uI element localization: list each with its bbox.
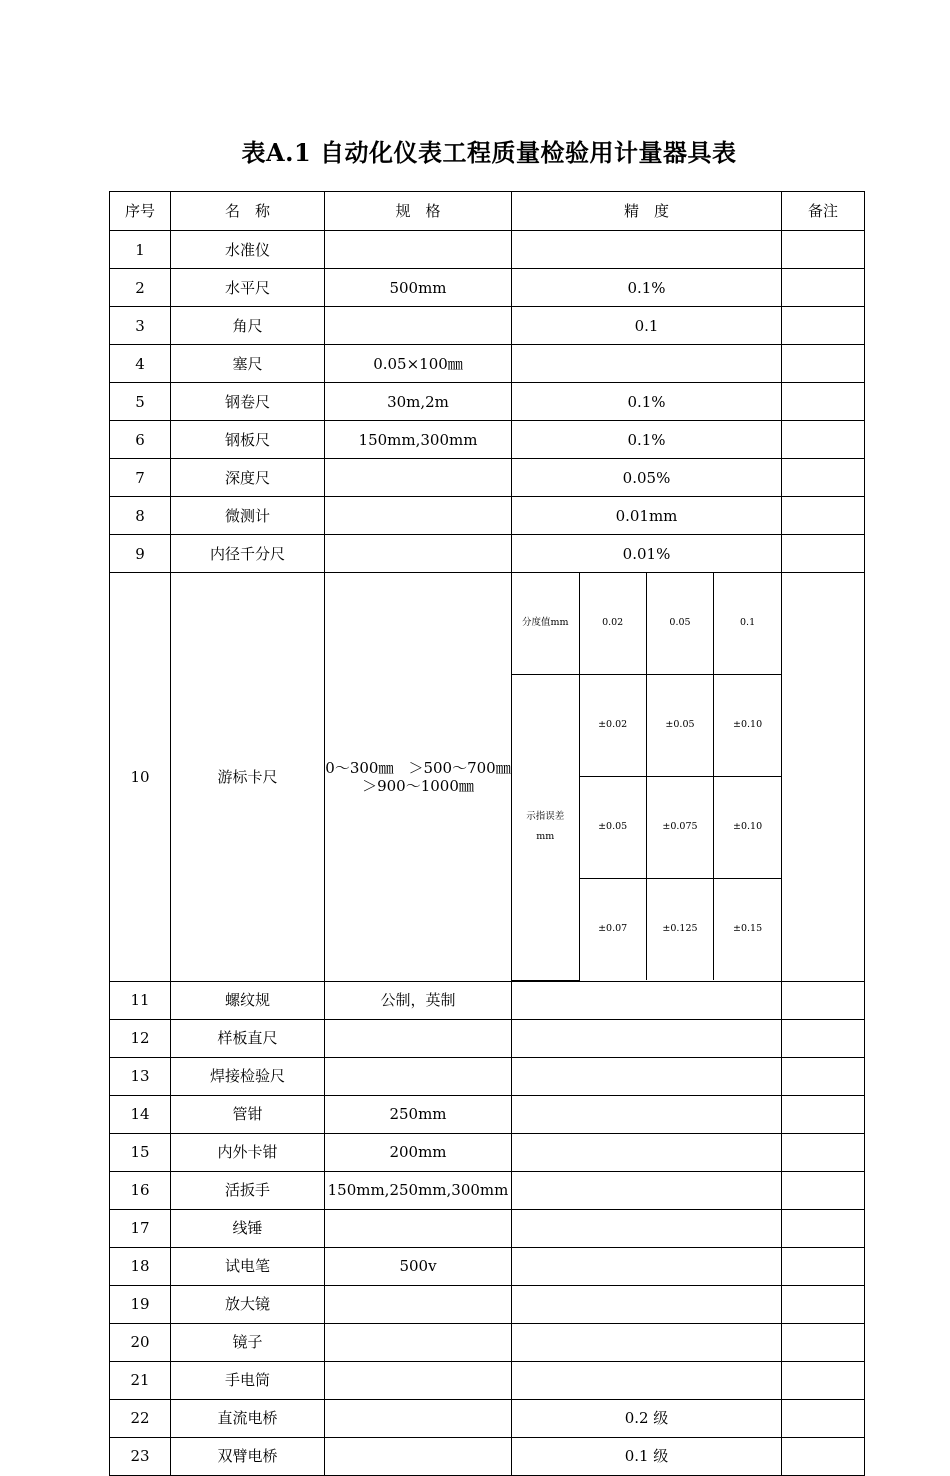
table-row-caliper (110, 573, 865, 982)
table-row (110, 1057, 865, 1095)
row-spec (325, 1323, 512, 1361)
row-precision: 0.01mm (512, 497, 782, 535)
row-spec: 公制，英制 (325, 981, 512, 1019)
spec-range-line-1: 0～300㎜ ＞500～700㎜ (325, 758, 511, 777)
row-seq: 8 (110, 497, 171, 535)
row-name: 钢板尺 (171, 421, 325, 459)
row-spec (325, 535, 512, 573)
row-spec: 200mm (325, 1133, 512, 1171)
table-row (110, 1247, 865, 1285)
row-spec (325, 459, 512, 497)
row-spec (325, 1399, 512, 1437)
row-precision (512, 1361, 782, 1399)
row-spec: 30m,2m (325, 383, 512, 421)
row-precision (512, 231, 782, 269)
table-row (110, 269, 865, 307)
row-seq: 2 (110, 269, 171, 307)
row-precision (512, 1133, 782, 1171)
row-precision: 0.1% (512, 421, 782, 459)
row-spec (325, 231, 512, 269)
row-spec: 500mm (325, 269, 512, 307)
row-seq: 5 (110, 383, 171, 421)
row-seq: 22 (110, 1399, 171, 1437)
row-remark (782, 1361, 865, 1399)
row-seq: 20 (110, 1323, 171, 1361)
division-value: 0.1 (714, 573, 781, 675)
table-row (110, 497, 865, 535)
row-remark (782, 345, 865, 383)
instrument-table (109, 191, 865, 1476)
row-seq: 18 (110, 1247, 171, 1285)
row-precision (512, 345, 782, 383)
table-row (110, 383, 865, 421)
table-row (110, 1095, 865, 1133)
table-row (110, 1209, 865, 1247)
row-seq: 6 (110, 421, 171, 459)
row-name: 水平尺 (171, 269, 325, 307)
row-seq: 7 (110, 459, 171, 497)
row-seq: 11 (110, 981, 171, 1019)
division-label: 分度值mm (512, 573, 579, 675)
row-precision (512, 573, 782, 982)
row-spec: 150mm,250mm,300mm (325, 1171, 512, 1209)
division-value: 0.05 (646, 573, 713, 675)
table-row (110, 1171, 865, 1209)
row-seq: 23 (110, 1437, 171, 1475)
row-name: 游标卡尺 (171, 573, 325, 982)
row-precision (512, 1095, 782, 1133)
table-row (110, 1019, 865, 1057)
row-remark (782, 497, 865, 535)
row-name: 放大镜 (171, 1285, 325, 1323)
error-value: ±0.15 (714, 879, 781, 981)
row-precision (512, 1285, 782, 1323)
table-row (110, 307, 865, 345)
row-seq: 17 (110, 1209, 171, 1247)
row-name: 双臂电桥 (171, 1437, 325, 1475)
row-seq: 9 (110, 535, 171, 573)
row-remark (782, 1285, 865, 1323)
row-precision: 0.2 级 (512, 1399, 782, 1437)
error-value: ±0.07 (579, 879, 646, 981)
row-seq: 3 (110, 307, 171, 345)
table-row (110, 421, 865, 459)
row-seq: 4 (110, 345, 171, 383)
row-remark (782, 383, 865, 421)
row-name: 直流电桥 (171, 1399, 325, 1437)
table-row (110, 981, 865, 1019)
row-remark (782, 1095, 865, 1133)
row-name: 钢卷尺 (171, 383, 325, 421)
row-seq: 15 (110, 1133, 171, 1171)
spec-range-line-2: ＞900～1000㎜ (362, 776, 474, 795)
error-value: ±0.02 (579, 675, 646, 777)
row-seq: 19 (110, 1285, 171, 1323)
row-precision: 0.1 (512, 307, 782, 345)
row-seq: 16 (110, 1171, 171, 1209)
row-name: 内径千分尺 (171, 535, 325, 573)
row-precision: 0.01% (512, 535, 782, 573)
table-row (110, 1323, 865, 1361)
row-spec: 0.05×100㎜ (325, 345, 512, 383)
error-value: ±0.10 (714, 675, 781, 777)
row-precision (512, 1209, 782, 1247)
row-precision: 0.05% (512, 459, 782, 497)
row-name: 线锤 (171, 1209, 325, 1247)
row-name: 塞尺 (171, 345, 325, 383)
row-seq: 13 (110, 1057, 171, 1095)
row-spec (325, 1437, 512, 1475)
row-spec (325, 1019, 512, 1057)
row-name: 螺纹规 (171, 981, 325, 1019)
row-spec (325, 573, 512, 982)
row-name: 试电笔 (171, 1247, 325, 1285)
row-spec (325, 307, 512, 345)
row-remark (782, 535, 865, 573)
row-remark (782, 231, 865, 269)
precision-subtable (512, 573, 781, 981)
error-label-line-1: 示指误差 (526, 810, 565, 822)
table-row (110, 231, 865, 269)
row-remark (782, 981, 865, 1019)
error-value: ±0.10 (714, 777, 781, 879)
row-precision (512, 981, 782, 1019)
error-value: ±0.05 (579, 777, 646, 879)
row-remark (782, 1133, 865, 1171)
row-precision (512, 1019, 782, 1057)
row-spec (325, 1057, 512, 1095)
header-row (110, 192, 865, 231)
row-precision: 0.1 级 (512, 1437, 782, 1475)
row-remark (782, 573, 865, 982)
row-precision: 0.1% (512, 383, 782, 421)
table-row (110, 535, 865, 573)
row-remark (782, 1399, 865, 1437)
row-name: 焊接检验尺 (171, 1057, 325, 1095)
row-remark (782, 307, 865, 345)
row-remark (782, 1019, 865, 1057)
error-label (512, 675, 579, 981)
row-name: 样板直尺 (171, 1019, 325, 1057)
row-remark (782, 459, 865, 497)
row-name: 微测计 (171, 497, 325, 535)
header-name: 名 称 (171, 192, 325, 231)
row-remark (782, 269, 865, 307)
row-spec (325, 1361, 512, 1399)
row-precision (512, 1247, 782, 1285)
error-row (512, 675, 781, 777)
row-name: 管钳 (171, 1095, 325, 1133)
division-row (512, 573, 781, 675)
header-precision: 精 度 (512, 192, 782, 231)
row-precision (512, 1323, 782, 1361)
row-name: 深度尺 (171, 459, 325, 497)
row-seq: 12 (110, 1019, 171, 1057)
table-row (110, 1285, 865, 1323)
row-remark (782, 421, 865, 459)
error-label-line-2: mm (536, 831, 555, 843)
table-row (110, 1437, 865, 1475)
row-precision (512, 1057, 782, 1095)
table-row (110, 1361, 865, 1399)
row-spec: 500v (325, 1247, 512, 1285)
row-spec: 150mm,300mm (325, 421, 512, 459)
row-name: 角尺 (171, 307, 325, 345)
row-spec: 250mm (325, 1095, 512, 1133)
error-value: ±0.05 (646, 675, 713, 777)
row-name: 水准仪 (171, 231, 325, 269)
row-remark (782, 1057, 865, 1095)
row-name: 手电筒 (171, 1361, 325, 1399)
header-seq: 序号 (110, 192, 171, 231)
row-remark (782, 1323, 865, 1361)
row-name: 内外卡钳 (171, 1133, 325, 1171)
row-precision: 0.1% (512, 269, 782, 307)
table-row (110, 459, 865, 497)
table-row (110, 345, 865, 383)
row-name: 活扳手 (171, 1171, 325, 1209)
header-spec: 规 格 (325, 192, 512, 231)
row-seq: 1 (110, 231, 171, 269)
row-spec (325, 1209, 512, 1247)
table-row (110, 1133, 865, 1171)
header-remark: 备注 (782, 192, 865, 231)
row-remark (782, 1437, 865, 1475)
row-spec (325, 1285, 512, 1323)
row-seq: 14 (110, 1095, 171, 1133)
page-title: 表A.1 自动化仪表工程质量检验用计量器具表 (241, 138, 737, 167)
table-row (110, 1399, 865, 1437)
row-precision (512, 1171, 782, 1209)
row-name: 镜子 (171, 1323, 325, 1361)
row-spec (325, 497, 512, 535)
row-remark (782, 1171, 865, 1209)
row-seq: 10 (110, 573, 171, 982)
error-value: ±0.075 (646, 777, 713, 879)
row-remark (782, 1247, 865, 1285)
division-value: 0.02 (579, 573, 646, 675)
row-remark (782, 1209, 865, 1247)
row-seq: 21 (110, 1361, 171, 1399)
error-value: ±0.125 (646, 879, 713, 981)
